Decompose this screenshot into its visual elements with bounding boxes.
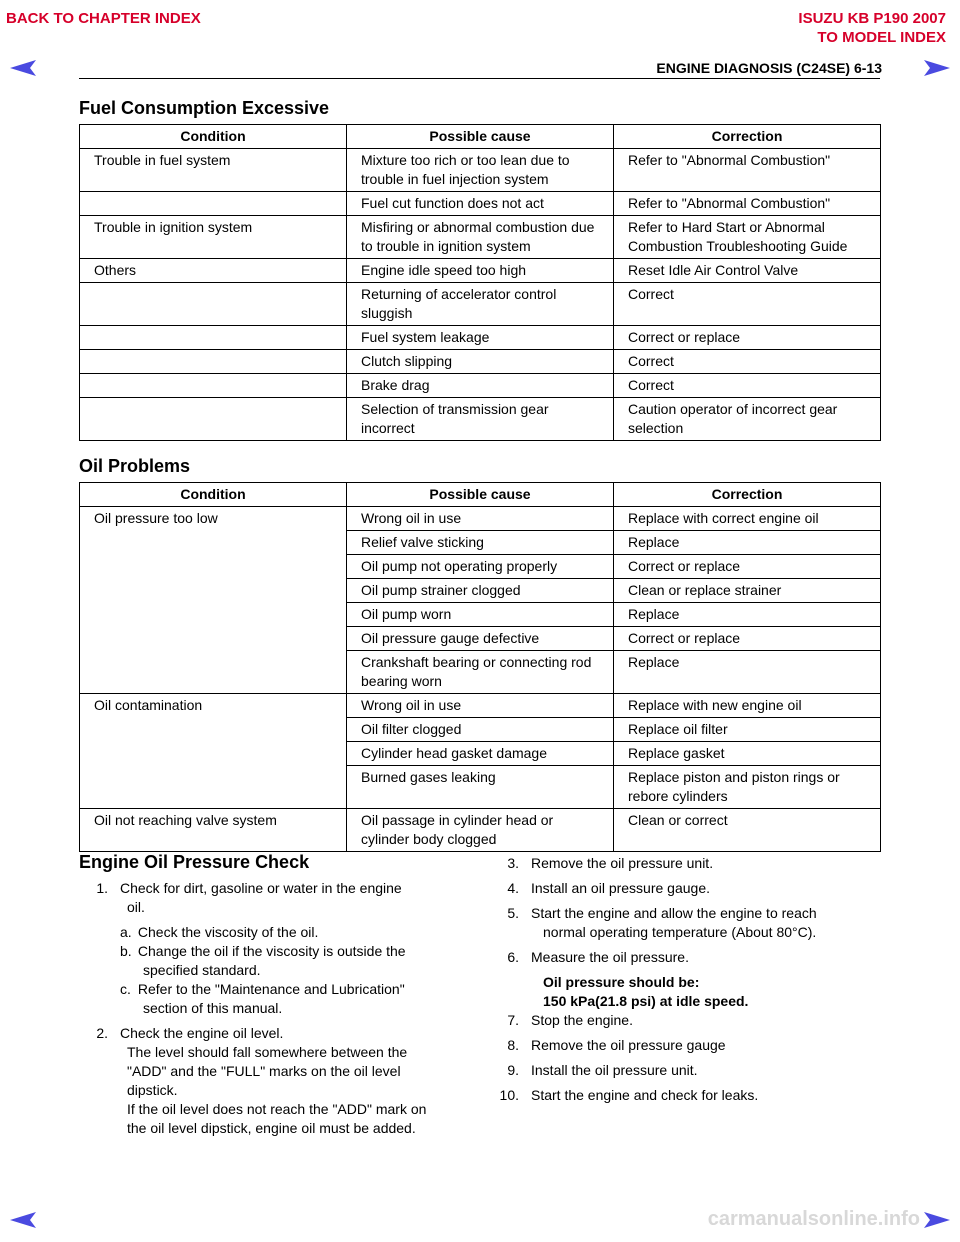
table-row bbox=[80, 326, 881, 350]
correction-cell: Refer to "Abnormal Combustion" bbox=[614, 149, 881, 192]
steps-left-column bbox=[86, 879, 466, 1138]
fuel-table bbox=[79, 124, 881, 441]
table-row bbox=[80, 627, 881, 651]
condition-cell: Others bbox=[80, 259, 347, 283]
cause-cell: Oil passage in cylinder head or cylinder body clogged bbox=[347, 809, 614, 852]
condition-cell bbox=[80, 350, 347, 374]
condition-cell: Oil pressure too low bbox=[80, 507, 347, 531]
condition-cell bbox=[80, 192, 347, 216]
next-page-arrow-icon[interactable] bbox=[924, 60, 950, 76]
table-row bbox=[80, 531, 881, 555]
step-text: Remove the oil pressure unit. bbox=[531, 855, 714, 871]
correction-cell: Caution operator of incorrect gear selection bbox=[614, 398, 881, 441]
cause-cell: Cylinder head gasket damage bbox=[347, 742, 614, 766]
step-number: 2. bbox=[96, 1025, 108, 1041]
column-header: Condition bbox=[80, 125, 347, 149]
step-text: Install the oil pressure unit. bbox=[531, 1062, 698, 1078]
oil-section-title: Oil Problems bbox=[79, 456, 191, 476]
step-text: Measure the oil pressure. bbox=[531, 949, 689, 965]
table-row bbox=[80, 718, 881, 742]
step-number: 7. bbox=[507, 1012, 519, 1028]
table-row bbox=[80, 507, 881, 531]
step-number: 5. bbox=[507, 905, 519, 921]
correction-cell: Replace bbox=[614, 603, 881, 627]
step-text: Install an oil pressure gauge. bbox=[531, 880, 710, 896]
table-header-row bbox=[80, 125, 881, 149]
column-header: Possible cause bbox=[347, 125, 614, 149]
condition-cell bbox=[80, 531, 347, 555]
spec-value: 150 kPa(21.8 psi) at idle speed. bbox=[543, 993, 749, 1009]
condition-cell bbox=[80, 603, 347, 627]
condition-cell bbox=[80, 555, 347, 579]
column-header: Correction bbox=[614, 483, 881, 507]
correction-cell: Reset Idle Air Control Valve bbox=[614, 259, 881, 283]
table-row bbox=[80, 398, 881, 441]
correction-cell: Replace gasket bbox=[614, 742, 881, 766]
correction-cell: Correct bbox=[614, 374, 881, 398]
table-row bbox=[80, 766, 881, 809]
condition-cell bbox=[80, 627, 347, 651]
page-header-title: ENGINE DIAGNOSIS (C24SE) 6-13 bbox=[656, 60, 882, 76]
step-1 bbox=[86, 879, 466, 917]
cause-cell: Oil pressure gauge defective bbox=[347, 627, 614, 651]
step-text: If the oil level does not reach the "ADD" mark on bbox=[127, 1101, 427, 1117]
spec-label: Oil pressure should be: bbox=[543, 974, 700, 990]
step-text: normal operating temperature (About 80°C). bbox=[543, 924, 817, 940]
cause-cell: Brake drag bbox=[347, 374, 614, 398]
table-row bbox=[80, 283, 881, 326]
condition-cell bbox=[80, 398, 347, 441]
condition-cell bbox=[80, 326, 347, 350]
oil-table bbox=[79, 482, 881, 852]
step-text: Remove the oil pressure gauge bbox=[531, 1037, 726, 1053]
table-row bbox=[80, 742, 881, 766]
cause-cell: Selection of transmission gear incorrect bbox=[347, 398, 614, 441]
cause-cell: Mixture too rich or too lean due to trouble in fuel injection system bbox=[347, 149, 614, 192]
correction-cell: Correct or replace bbox=[614, 555, 881, 579]
step-number: 3. bbox=[507, 855, 519, 871]
step-number: 4. bbox=[507, 880, 519, 896]
correction-cell: Replace with new engine oil bbox=[614, 694, 881, 718]
cause-cell: Misfiring or abnormal combustion due to trouble in ignition system bbox=[347, 216, 614, 259]
previous-page-arrow-icon[interactable] bbox=[10, 1212, 36, 1228]
step-text: "ADD" and the "FULL" marks on the oil level bbox=[127, 1063, 401, 1079]
substep-text: Check the viscosity of the oil. bbox=[137, 924, 319, 940]
step-number: 6. bbox=[507, 949, 519, 965]
step-text: The level should fall somewhere between the bbox=[127, 1044, 408, 1060]
column-header: Condition bbox=[80, 483, 347, 507]
table-row bbox=[80, 603, 881, 627]
table-row bbox=[80, 149, 881, 192]
condition-cell: Trouble in ignition system bbox=[80, 216, 347, 259]
fuel-section-title: Fuel Consumption Excessive bbox=[79, 98, 330, 118]
correction-cell: Replace oil filter bbox=[614, 718, 881, 742]
step-number: 8. bbox=[507, 1037, 519, 1053]
step-text: Stop the engine. bbox=[531, 1012, 633, 1028]
correction-cell: Replace bbox=[614, 651, 881, 694]
column-header: Correction bbox=[614, 125, 881, 149]
check-section-title: Engine Oil Pressure Check bbox=[79, 852, 310, 872]
step-3 bbox=[497, 854, 887, 873]
cause-cell: Wrong oil in use bbox=[347, 507, 614, 531]
correction-cell: Clean or replace strainer bbox=[614, 579, 881, 603]
step-5 bbox=[497, 904, 887, 942]
step-number: 1. bbox=[96, 880, 108, 896]
correction-cell: Clean or correct bbox=[614, 809, 881, 852]
substep-text: specified standard. bbox=[143, 962, 261, 978]
previous-page-arrow-icon[interactable] bbox=[10, 60, 36, 76]
condition-cell bbox=[80, 742, 347, 766]
step-8 bbox=[497, 1036, 887, 1055]
condition-cell bbox=[80, 766, 347, 809]
correction-cell: Replace with correct engine oil bbox=[614, 507, 881, 531]
step-7 bbox=[497, 1011, 887, 1030]
condition-cell bbox=[80, 579, 347, 603]
table-row bbox=[80, 579, 881, 603]
step-number: 10. bbox=[499, 1087, 519, 1103]
substep-letter: c. bbox=[120, 981, 131, 997]
steps-right-column bbox=[497, 854, 887, 1105]
table-row bbox=[80, 694, 881, 718]
step-text: Start the engine and check for leaks. bbox=[531, 1087, 759, 1103]
table-row bbox=[80, 374, 881, 398]
substep-text: Change the oil if the viscosity is outside the bbox=[137, 943, 406, 959]
substep-letter: a. bbox=[120, 924, 132, 940]
table-row bbox=[80, 216, 881, 259]
cause-cell: Fuel system leakage bbox=[347, 326, 614, 350]
condition-cell: Trouble in fuel system bbox=[80, 149, 347, 192]
step-number: 9. bbox=[507, 1062, 519, 1078]
cause-cell: Fuel cut function does not act bbox=[347, 192, 614, 216]
cause-cell: Oil pump strainer clogged bbox=[347, 579, 614, 603]
step-10 bbox=[497, 1086, 887, 1105]
header-divider bbox=[79, 78, 880, 79]
substep-text: section of this manual. bbox=[143, 1000, 283, 1016]
substep-a bbox=[86, 923, 466, 942]
step-text: Check the engine oil level. bbox=[120, 1025, 284, 1041]
correction-cell: Correct or replace bbox=[614, 627, 881, 651]
cause-cell: Engine idle speed too high bbox=[347, 259, 614, 283]
step-9 bbox=[497, 1061, 887, 1080]
condition-cell bbox=[80, 651, 347, 694]
step-2 bbox=[86, 1024, 466, 1138]
correction-cell: Replace piston and piston rings or rebore cylinders bbox=[614, 766, 881, 809]
to-model-index-link[interactable]: TO MODEL INDEX bbox=[817, 29, 946, 46]
substep-text: Refer to the "Maintenance and Lubrication" bbox=[137, 981, 405, 997]
cause-cell: Oil filter clogged bbox=[347, 718, 614, 742]
substep-c bbox=[86, 980, 466, 1018]
table-row bbox=[80, 350, 881, 374]
condition-cell: Oil contamination bbox=[80, 694, 347, 718]
correction-cell: Replace bbox=[614, 531, 881, 555]
back-to-chapter-index-link[interactable]: BACK TO CHAPTER INDEX bbox=[6, 10, 201, 27]
table-header-row bbox=[80, 483, 881, 507]
step-text: dipstick. bbox=[127, 1082, 178, 1098]
cause-cell: Burned gases leaking bbox=[347, 766, 614, 809]
correction-cell: Correct bbox=[614, 283, 881, 326]
cause-cell: Oil pump not operating properly bbox=[347, 555, 614, 579]
correction-cell: Refer to Hard Start or Abnormal Combustion Troubleshooting Guide bbox=[614, 216, 881, 259]
step-text: Check for dirt, gasoline or water in the engine bbox=[120, 880, 402, 896]
cause-cell: Crankshaft bearing or connecting rod bearing worn bbox=[347, 651, 614, 694]
cause-cell: Oil pump worn bbox=[347, 603, 614, 627]
correction-cell: Correct or replace bbox=[614, 326, 881, 350]
table-row bbox=[80, 555, 881, 579]
table-row bbox=[80, 259, 881, 283]
table-row bbox=[80, 809, 881, 852]
step-4 bbox=[497, 879, 887, 898]
table-row bbox=[80, 651, 881, 694]
cause-cell: Returning of accelerator control sluggish bbox=[347, 283, 614, 326]
step-text: oil. bbox=[127, 899, 145, 915]
substep-b bbox=[86, 942, 466, 980]
correction-cell: Refer to "Abnormal Combustion" bbox=[614, 192, 881, 216]
cause-cell: Relief valve sticking bbox=[347, 531, 614, 555]
model-title-link[interactable]: ISUZU KB P190 2007 bbox=[798, 10, 946, 27]
table-row bbox=[80, 192, 881, 216]
condition-cell: Oil not reaching valve system bbox=[80, 809, 347, 852]
step-text: the oil level dipstick, engine oil must be added. bbox=[127, 1120, 416, 1136]
substep-letter: b. bbox=[120, 943, 132, 959]
next-page-arrow-icon[interactable] bbox=[924, 1212, 950, 1228]
column-header: Possible cause bbox=[347, 483, 614, 507]
watermark: carmanualsonline.info bbox=[707, 1208, 920, 1230]
cause-cell: Clutch slipping bbox=[347, 350, 614, 374]
condition-cell bbox=[80, 374, 347, 398]
condition-cell bbox=[80, 718, 347, 742]
step-6 bbox=[497, 948, 887, 1011]
correction-cell: Correct bbox=[614, 350, 881, 374]
condition-cell bbox=[80, 283, 347, 326]
cause-cell: Wrong oil in use bbox=[347, 694, 614, 718]
step-text: Start the engine and allow the engine to reach bbox=[531, 905, 817, 921]
